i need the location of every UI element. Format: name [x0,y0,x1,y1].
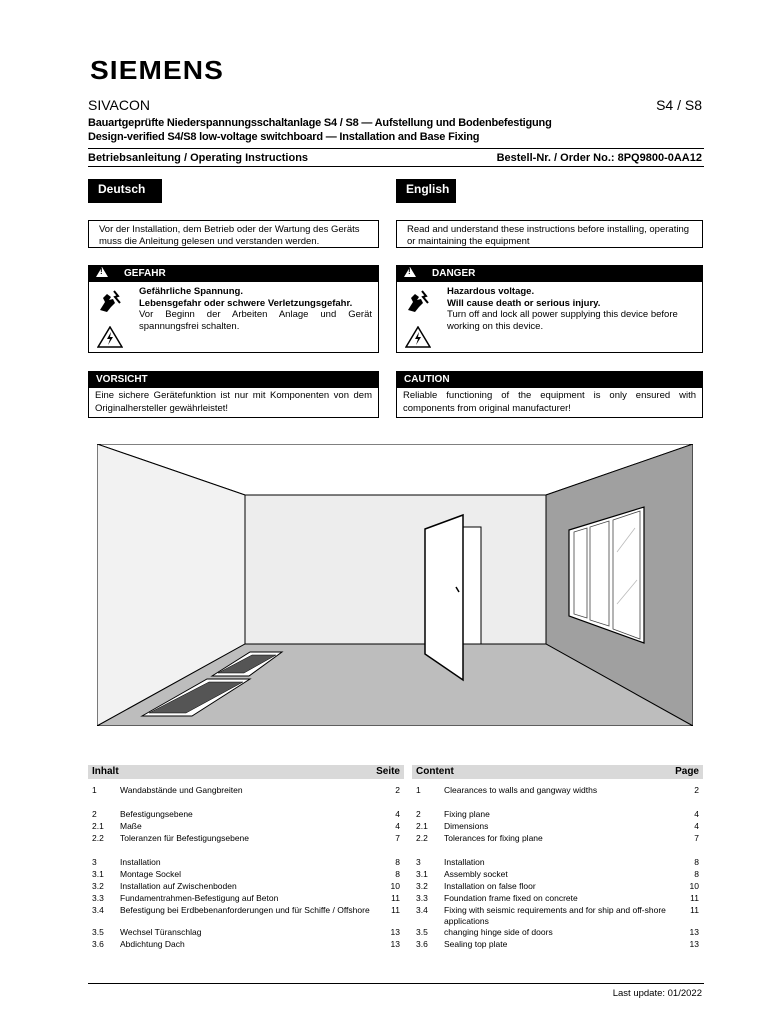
toc-number: 2.1 [92,821,104,831]
electric-shock-hand-icon [405,288,433,316]
toc-number: 3.4 [416,905,428,915]
danger-line2-en: Will cause death or serious injury. [447,297,601,309]
danger-label-de: GEFAHR [124,268,166,279]
toc-title: Installation on false floor [444,881,536,891]
toc-number: 3.5 [92,927,104,937]
siemens-logo: SIEMENS [90,55,224,85]
toc-page: 11 [690,893,699,903]
toc-number: 3.6 [92,939,104,949]
toc-number: 3.6 [416,939,428,949]
doc-type: Betriebsanleitung / Operating Instructions [88,152,309,164]
electric-shock-hand-icon [97,288,125,316]
divider [88,166,704,167]
caution-body-en: Reliable functioning of the equipment is only ensured with components from original manufacturer! [396,388,703,418]
danger-bar-de [88,265,379,282]
danger-line1-en: Hazardous voltage. [447,286,535,297]
toc-number: 2.2 [416,833,428,843]
toc-page: 7 [694,833,699,843]
toc-number: 3 [416,857,421,867]
toc-page: 13 [390,939,400,949]
toc-title: Fixing plane [444,809,490,819]
toc-page: 10 [390,881,400,891]
toc-page: 4 [395,809,400,819]
lang-deutsch: Deutsch [88,179,162,203]
toc-title: Toleranzen für Befestigungsebene [120,833,250,843]
danger-line2-de: Lebensgefahr oder schwere Verletzungsgefahr. [139,297,353,309]
toc-page: 11 [690,905,699,915]
toc-page: 4 [395,821,400,831]
toc-page: 8 [694,869,699,879]
toc-number: 3.3 [92,893,104,903]
danger-body-en: Turn off and lock all power supplying this device before working on this device. [447,309,678,332]
toc-page: 13 [689,927,699,937]
toc-title: Montage Sockel [120,869,181,879]
caution-bar-en: CAUTION [396,371,703,388]
model-name: S4 / S8 [656,97,702,113]
toc-title: Installation [120,857,161,867]
toc-number: 1 [416,785,421,795]
toc-number: 3.1 [416,869,428,879]
toc-title: Abdichtung Dach [120,939,185,949]
danger-body-de: Vor Beginn der Arbeiten Anlage und Gerät spannungsfrei schalten. [139,309,372,332]
toc-title: Fundamentrahmen-Befestigung auf Beton [120,893,279,903]
toc-number: 1 [92,785,97,795]
toc-title: Installation auf Zwischenboden [120,881,237,891]
toc-page: 4 [694,809,699,819]
toc-de [88,765,404,955]
toc-page: 8 [395,869,400,879]
notice-en: Read and understand these instructions before installing, operating or maintaining the equipment [396,220,703,248]
toc-header-de [88,765,404,779]
danger-bar-en [396,265,703,282]
toc-number: 3 [92,857,97,867]
toc-page: 13 [390,927,400,937]
toc-number: 3.5 [416,927,428,937]
room-illustration [97,444,693,726]
toc-number: 3.1 [92,869,104,879]
toc-number: 2.1 [416,821,428,831]
toc-en [412,765,703,955]
toc-title: Befestigung bei Erdbebenanforderungen und für Schiffe / Offshore [120,905,370,915]
toc-title: Sealing top plate [444,939,508,949]
toc-number: 3.2 [92,881,104,891]
toc-title: Clearances to walls and gangway widths [444,785,598,795]
subtitle-en: Design-verified S4/S8 low-voltage switchboard — Installation and Base Fixing [88,131,480,143]
toc-number: 2 [416,809,421,819]
toc-title: Befestigungsebene [120,809,193,819]
toc-page: 13 [689,939,699,949]
toc-title: Foundation frame fixed on concrete [444,893,578,903]
toc-title: Tolerances for fixing plane [444,833,543,843]
high-voltage-icon [97,326,123,348]
toc-page: 11 [391,893,400,903]
lang-english: English [396,179,456,203]
notice-de: Vor der Installation, dem Betrieb oder der Wartung des Geräts muss die Anleitung gelesen und verstanden werden. [88,220,379,248]
toc-number: 2.2 [92,833,104,843]
toc-title: Maße [120,821,142,831]
toc-number: 2 [92,809,97,819]
toc-page: 8 [395,857,400,867]
caution-body-de: Eine sichere Gerätefunktion ist nur mit Komponenten von dem Originalhersteller gewährleistet! [88,388,379,418]
toc-title: Wandabstände und Gangbreiten [120,785,243,795]
subtitle-de: Bauartgeprüfte Niederspannungsschaltanlage S4 / S8 — Aufstellung und Bodenbefestigung [88,117,552,129]
toc-number: 3.3 [416,893,428,903]
danger-box-en [396,282,703,353]
toc-page-head-en: Page [675,766,699,777]
toc-title: Wechsel Türanschlag [120,927,202,937]
last-update: Last update: 01/2022 [612,988,702,999]
toc-page: 2 [395,785,400,795]
toc-page: 10 [689,881,699,891]
toc-title: changing hinge side of doors [444,927,553,937]
toc-page-head-de: Seite [376,766,400,777]
warning-triangle-icon [404,267,416,277]
divider [88,148,704,149]
toc-title-de: Inhalt [92,766,119,777]
toc-page: 8 [694,857,699,867]
high-voltage-icon [405,326,431,348]
toc-number: 3.2 [416,881,428,891]
order-number: Bestell-Nr. / Order No.: 8PQ9800-0AA12 [496,152,702,164]
toc-page: 4 [694,821,699,831]
caution-bar-de: VORSICHT [88,371,379,388]
footer-divider [88,983,704,984]
toc-header-en [412,765,703,779]
danger-box-de [88,282,379,353]
toc-page: 11 [391,905,400,915]
toc-number: 3.4 [92,905,104,915]
toc-page: 7 [395,833,400,843]
toc-title-en: Content [416,766,454,777]
toc-title: Assembly socket [444,869,508,879]
warning-triangle-icon [96,267,108,277]
danger-line1-de: Gefährliche Spannung. [139,286,243,297]
toc-title: Fixing with seismic requirements and for ship and off-shore applications [444,905,666,926]
danger-label-en: DANGER [432,268,476,279]
toc-title: Dimensions [444,821,489,831]
toc-page: 2 [694,785,699,795]
product-name: SIVACON [88,97,150,113]
toc-title: Installation [444,857,485,867]
